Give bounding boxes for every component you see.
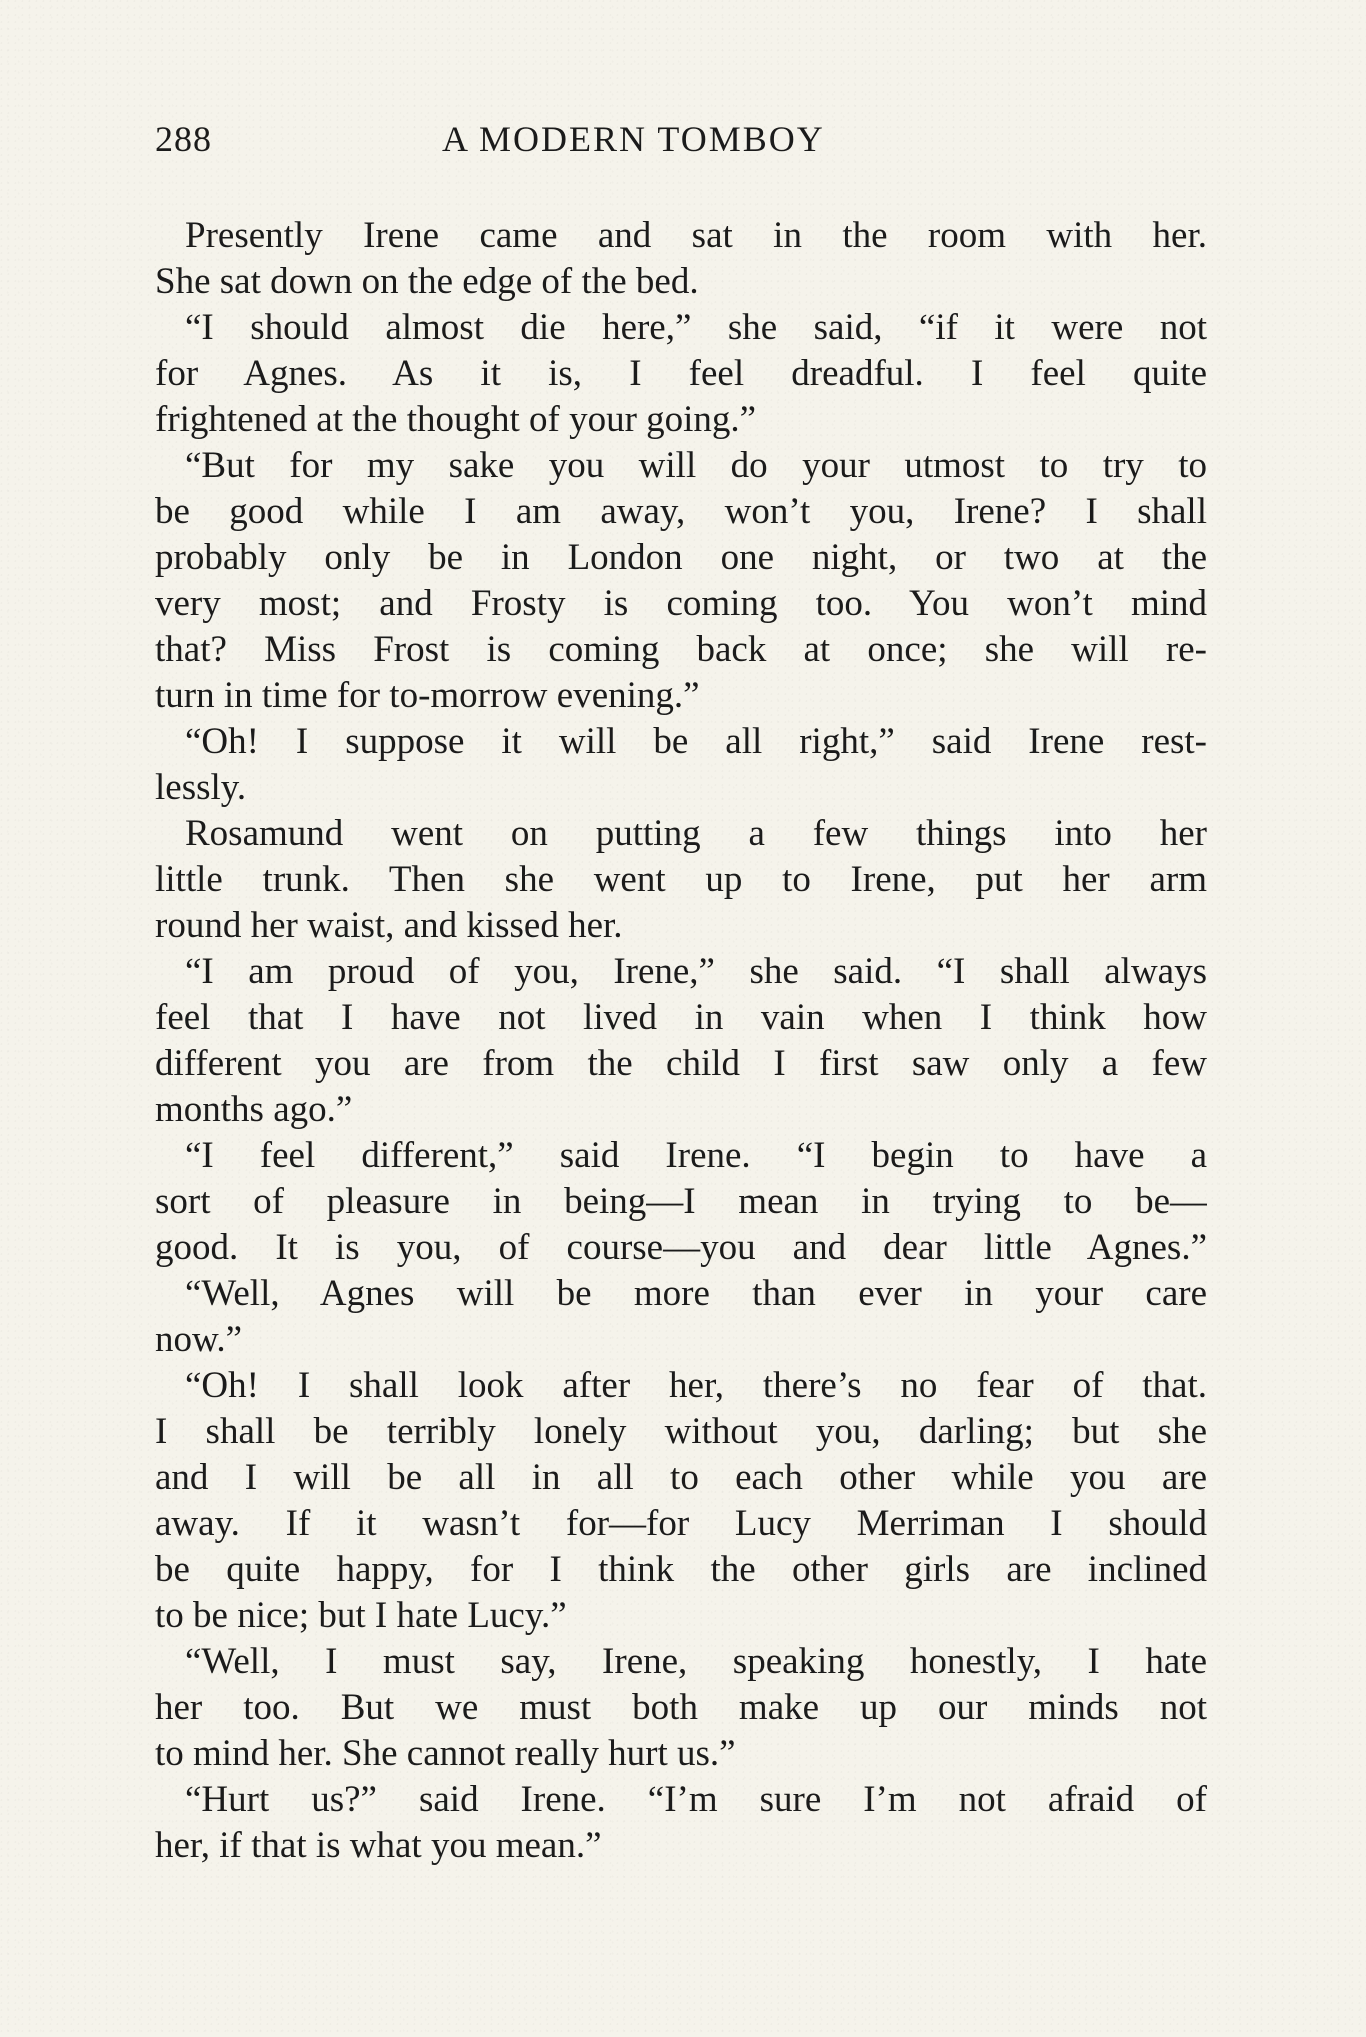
text-line: to be nice; but I hate Lucy.”	[155, 1595, 567, 1636]
text-line: very most; and Frosty is coming too. You won’t mind	[155, 583, 1207, 624]
text-line: that? Miss Frost is coming back at once; she will re-	[155, 629, 1207, 670]
page-header	[155, 118, 1210, 168]
text-line: “I am proud of you, Irene,” she said. “I shall always	[185, 951, 1207, 992]
text-line: turn in time for to-morrow evening.”	[155, 675, 700, 716]
text-line: her too. But we must both make up our minds not	[155, 1687, 1207, 1728]
text-line: “Well, Agnes will be more than ever in your care	[185, 1273, 1207, 1314]
text-line: I shall be terribly lonely without you, darling; but she	[155, 1411, 1207, 1452]
text-line: “I feel different,” said Irene. “I begin to have a	[185, 1135, 1207, 1176]
text-line: now.”	[155, 1319, 242, 1360]
text-line: sort of pleasure in being—I mean in trying to be—	[155, 1181, 1207, 1222]
text-line: and I will be all in all to each other while you are	[155, 1457, 1207, 1498]
body-text	[155, 213, 1207, 1869]
text-line: little trunk. Then she went up to Irene, put her arm	[155, 859, 1207, 900]
running-head: A MODERN TOMBOY	[442, 119, 825, 159]
text-line: frightened at the thought of your going.”	[155, 399, 757, 440]
text-line: “Oh! I suppose it will be all right,” said Irene rest-	[185, 721, 1207, 762]
text-line: be good while I am away, won’t you, Irene? I shall	[155, 491, 1207, 532]
text-line: probably only be in London one night, or two at the	[155, 537, 1207, 578]
text-line: “I should almost die here,” she said, “if it were not	[185, 307, 1207, 348]
text-line: lessly.	[155, 767, 247, 808]
text-line: to mind her. She cannot really hurt us.”	[155, 1733, 736, 1774]
text-line: “Well, I must say, Irene, speaking honestly, I hate	[185, 1641, 1207, 1682]
text-line: be quite happy, for I think the other girls are inclined	[155, 1549, 1207, 1590]
text-line: different you are from the child I first saw only a few	[155, 1043, 1207, 1084]
text-line: away. If it wasn’t for—for Lucy Merriman I should	[155, 1503, 1207, 1544]
text-line: “But for my sake you will do your utmost to try to	[185, 445, 1207, 486]
text-line: good. It is you, of course—you and dear little Agnes.”	[155, 1227, 1207, 1268]
text-line: “Oh! I shall look after her, there’s no fear of that.	[185, 1365, 1207, 1406]
text-line: months ago.”	[155, 1089, 353, 1130]
text-line: her, if that is what you mean.”	[155, 1825, 602, 1866]
text-line: She sat down on the edge of the bed.	[155, 261, 699, 302]
text-line: feel that I have not lived in vain when I think how	[155, 997, 1207, 1038]
text-line: round her waist, and kissed her.	[155, 905, 623, 946]
text-line: Rosamund went on putting a few things into her	[185, 813, 1207, 854]
page-number: 288	[155, 119, 212, 159]
text-line: “Hurt us?” said Irene. “I’m sure I’m not afraid of	[185, 1779, 1207, 1820]
text-line: Presently Irene came and sat in the room with her.	[185, 215, 1207, 256]
text-line: for Agnes. As it is, I feel dreadful. I feel quite	[155, 353, 1207, 394]
